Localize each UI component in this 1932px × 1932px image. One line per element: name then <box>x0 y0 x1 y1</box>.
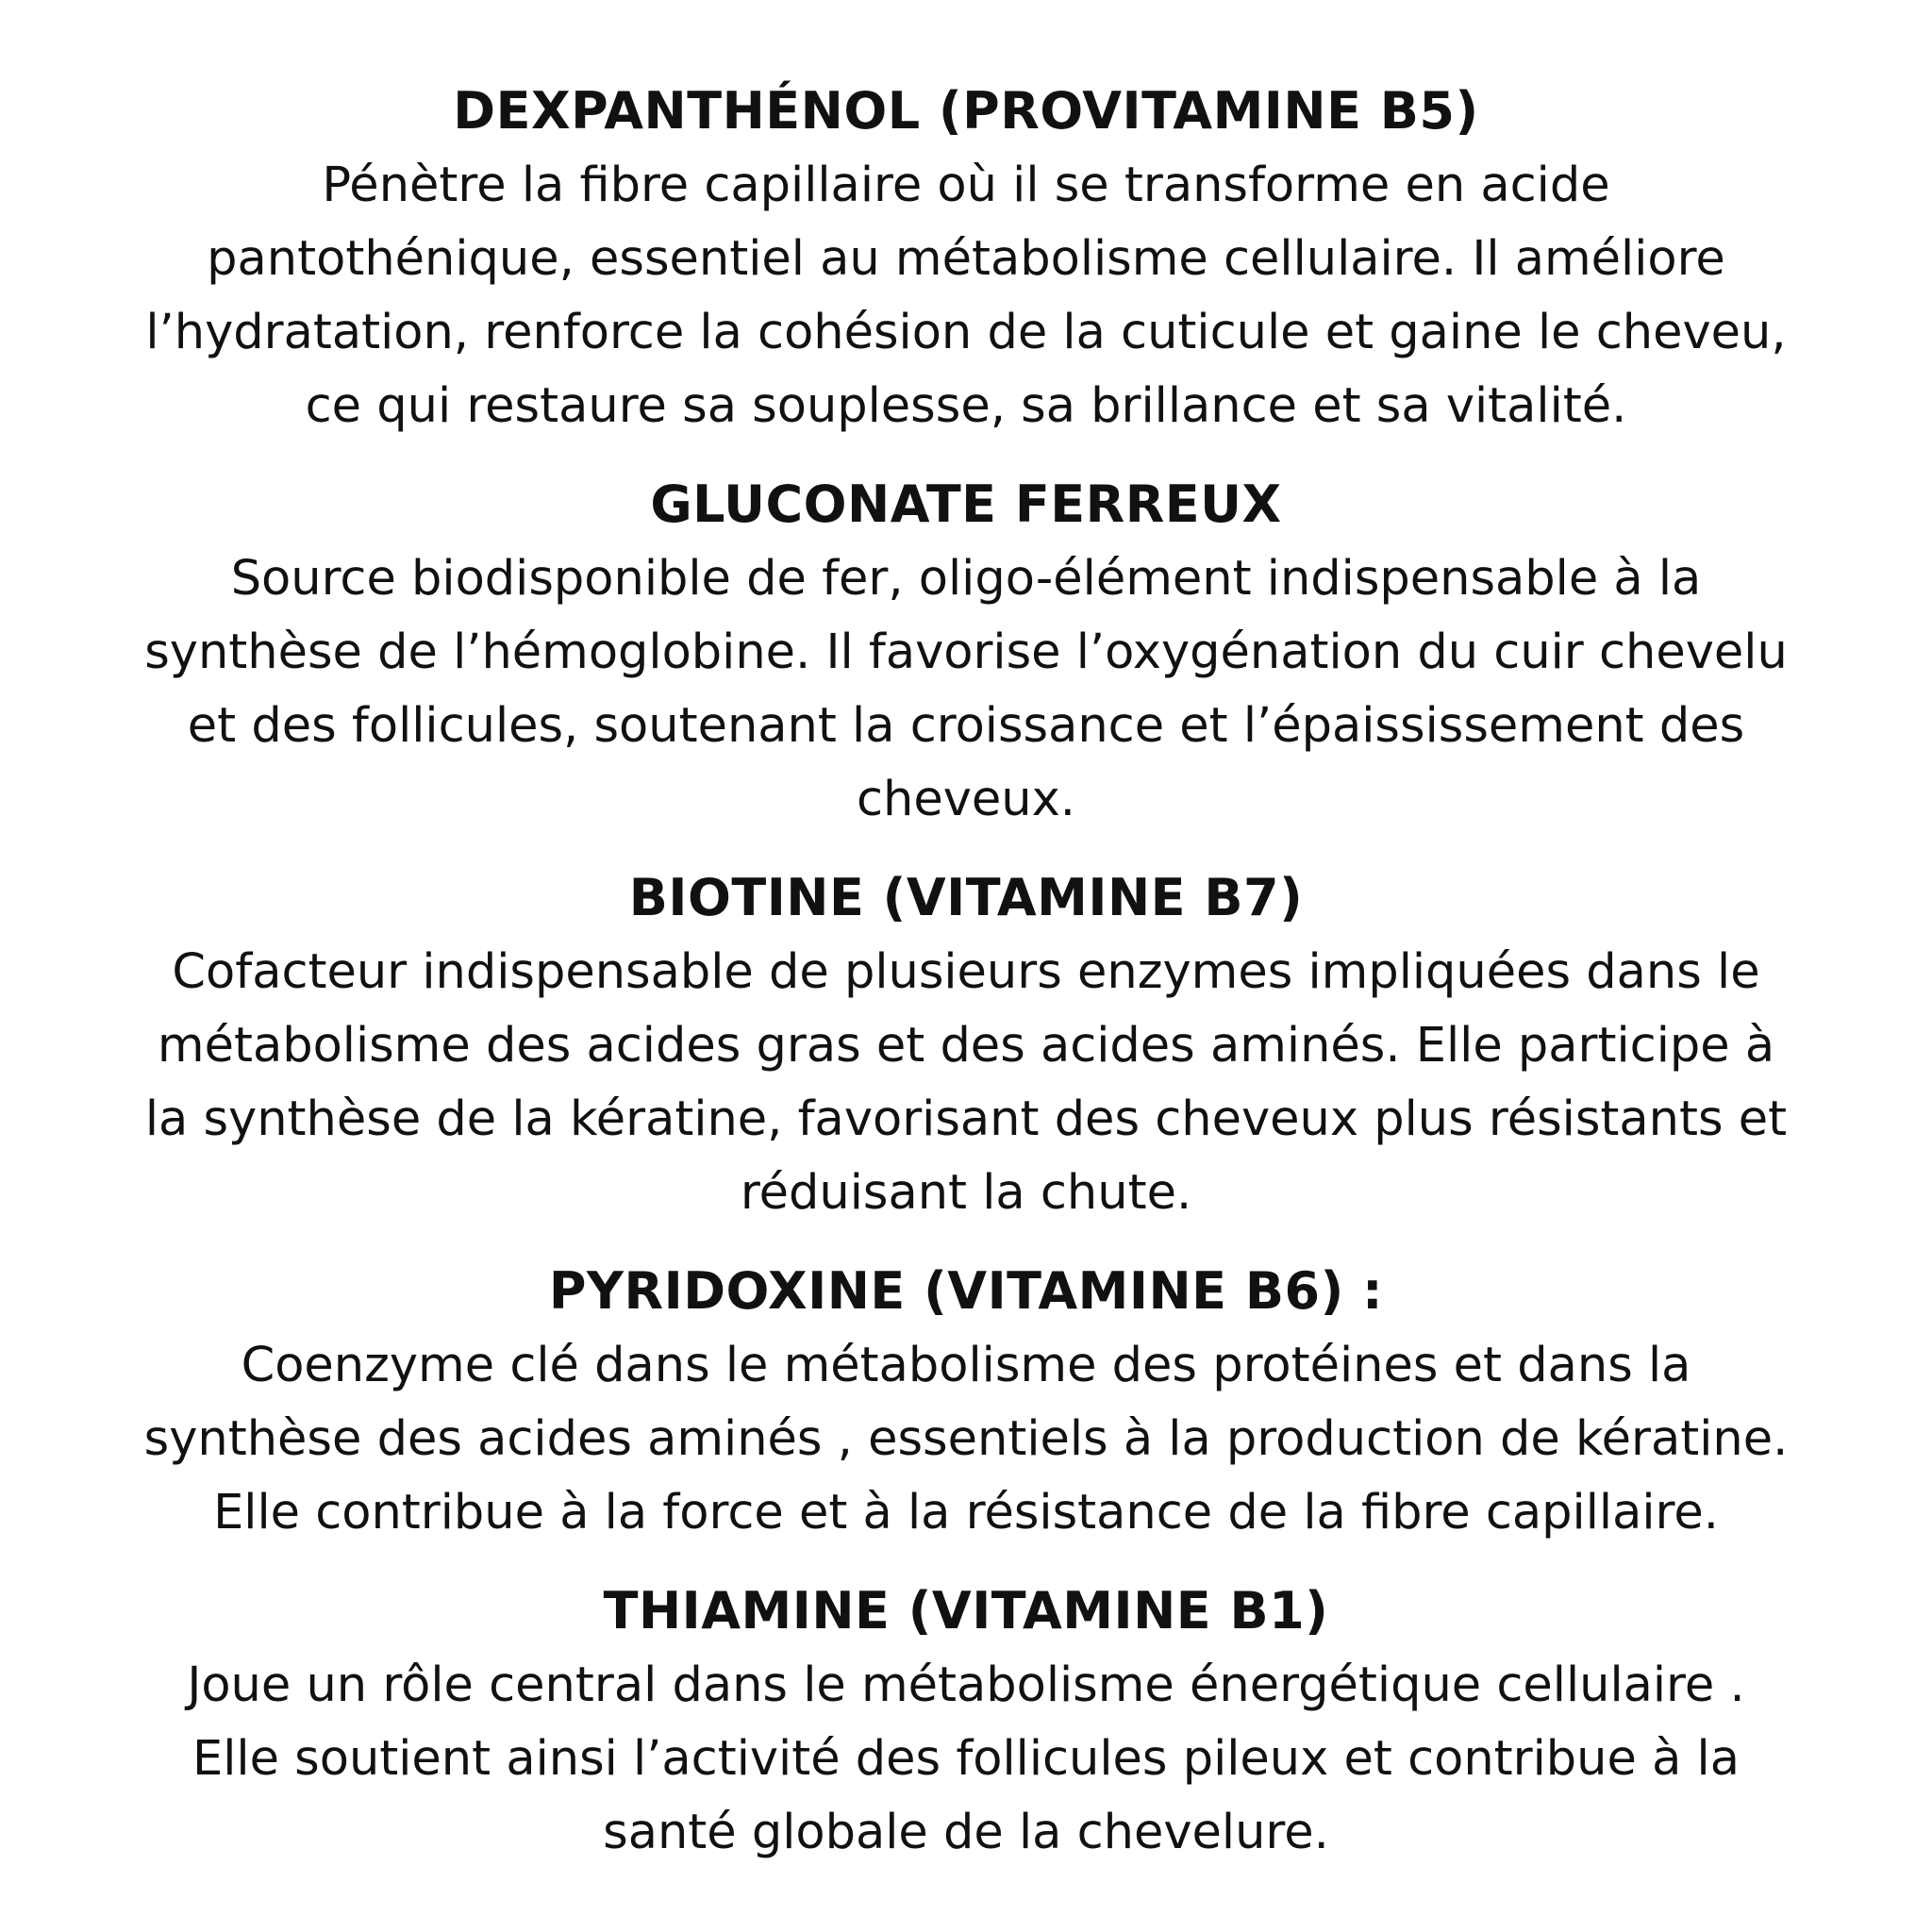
description-line: pantothénique, essentiel au métabolisme cellulaire. Il améliore <box>207 231 1725 287</box>
description-line: réduisant la chute. <box>740 1165 1192 1221</box>
ingredient-section-biotine <box>57 860 1875 1230</box>
description-line: santé globale de la chevelure. <box>603 1805 1329 1860</box>
description-line: synthèse de l’hémoglobine. Il favorise l’oxygénation du cuir chevelu <box>144 625 1788 680</box>
description-line: synthèse des acides aminés , essentiels à la production de kératine. <box>143 1411 1789 1467</box>
description-line: Elle contribue à la force et à la résistance de la fibre capillaire. <box>213 1485 1719 1541</box>
ingredient-section-thiamine <box>57 1574 1875 1870</box>
description-line: la synthèse de la kératine, favorisant des cheveux plus résistants et <box>144 1091 1788 1147</box>
description-line: Coenzyme clé dans le métabolisme des protéines et dans la <box>241 1338 1691 1393</box>
ingredient-section-dexpanthenol <box>57 74 1875 443</box>
description-line: et des follicules, soutenant la croissance et l’épaississement des <box>187 698 1745 754</box>
ingredient-section-gluconate-ferreux <box>57 467 1875 837</box>
description-line: Source biodisponible de fer, oligo-élément indispensable à la <box>230 551 1702 607</box>
description-line: Pénètre la fibre capillaire où il se transforme en acide <box>322 158 1610 213</box>
description-line: métabolisme des acides gras et des acides aminés. Elle participe à <box>157 1018 1775 1074</box>
ingredient-heading: THIAMINE (VITAMINE B1) <box>603 1581 1329 1641</box>
ingredient-heading: GLUCONATE FERREUX <box>650 475 1282 534</box>
ingredient-heading: BIOTINE (VITAMINE B7) <box>628 868 1304 927</box>
description-line: l’hydratation, renforce la cohésion de la cuticule et gaine le cheveu, <box>145 305 1787 360</box>
description-line: Joue un rôle central dans le métabolisme énergétique cellulaire . <box>187 1657 1745 1713</box>
ingredient-heading: PYRIDOXINE (VITAMINE B6) : <box>548 1261 1384 1321</box>
ingredient-section-pyridoxine <box>57 1254 1875 1550</box>
description-line: Cofacteur indispensable de plusieurs enzymes impliquées dans le <box>172 944 1760 1000</box>
description-line: cheveux. <box>856 772 1075 827</box>
description-line: ce qui restaure sa souplesse, sa brillance et sa vitalité. <box>305 378 1627 434</box>
ingredient-heading: DEXPANTHÉNOL (PROVITAMINE B5) <box>453 81 1479 141</box>
description-line: Elle soutient ainsi l’activité des follicules pileux et contribue à la <box>192 1731 1740 1787</box>
